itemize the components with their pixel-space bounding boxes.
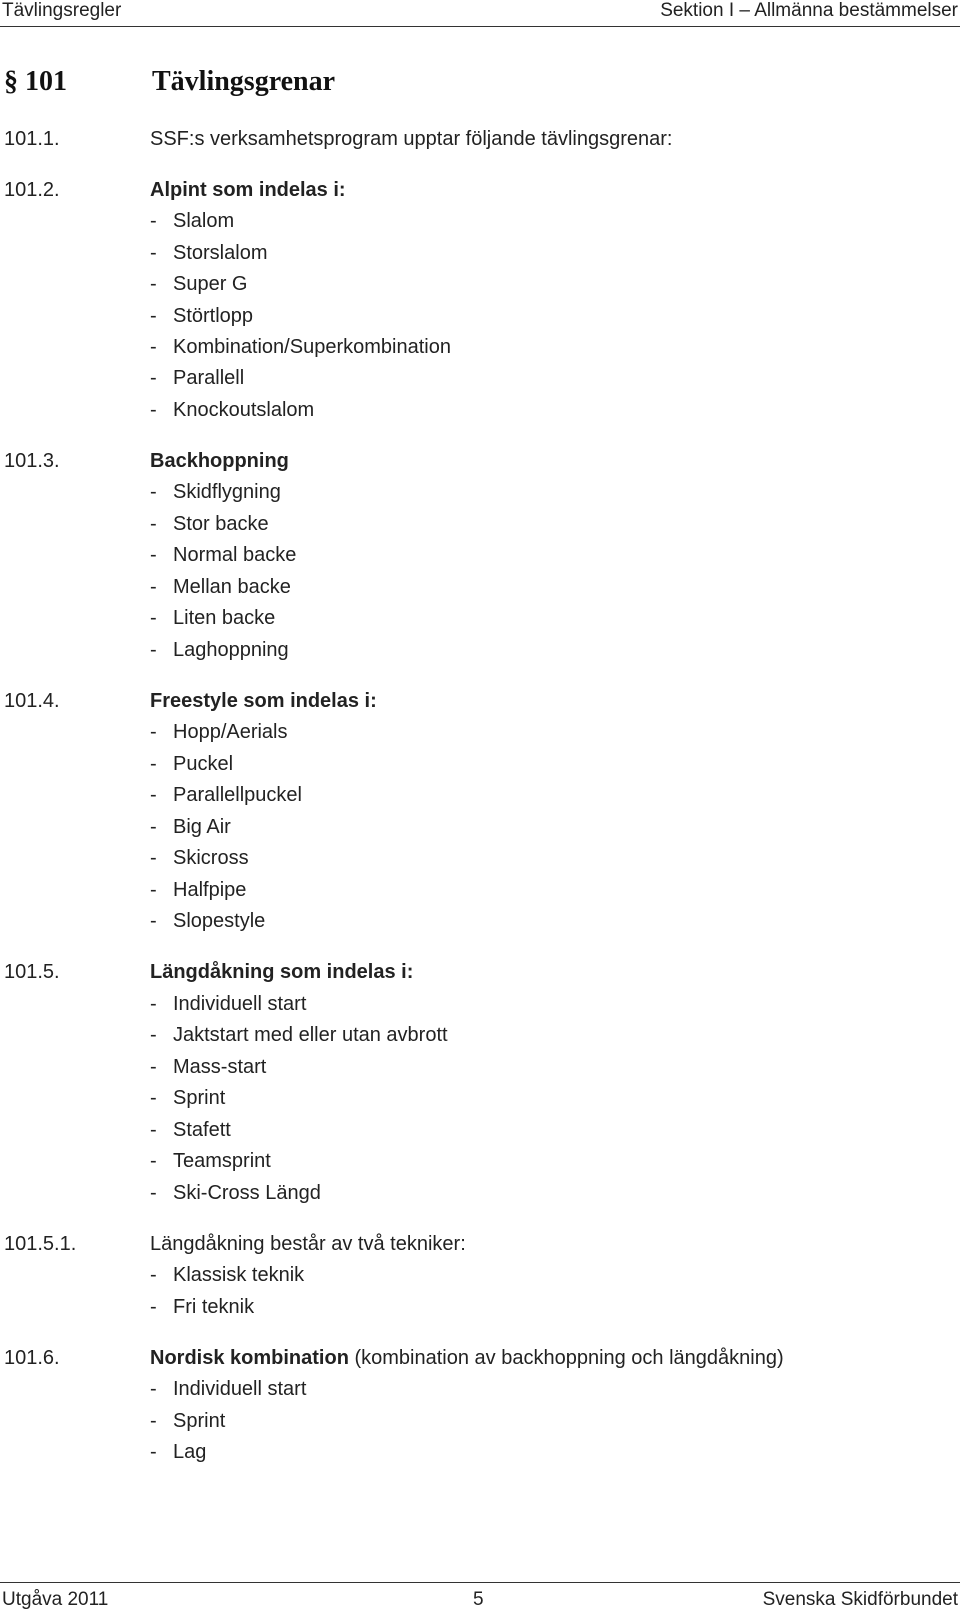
list-item	[150, 635, 289, 665]
section-symbol-number: § 101	[4, 66, 67, 97]
list-item	[150, 843, 249, 873]
list-item	[150, 906, 265, 936]
list-item-text: Parallellpuckel	[173, 784, 302, 806]
section-heading: SSF:s verksamhetsprogram upptar följande tävlingsgrenar:	[150, 128, 673, 150]
list-item-text: Kombination/Superkombination	[173, 336, 451, 358]
section-heading: Backhoppning	[150, 450, 289, 472]
list-item-text: Slopestyle	[173, 910, 266, 932]
list-item-text: Mass-start	[173, 1056, 267, 1078]
list-item	[150, 1146, 271, 1176]
list-item	[150, 717, 288, 747]
list-item	[150, 1406, 225, 1436]
header-left: Tävlingsregler	[2, 0, 122, 21]
list-dash: -	[150, 784, 157, 806]
section-heading-suffix: (kombination av backhoppning och längdåkning)	[348, 1347, 784, 1369]
list-dash: -	[150, 847, 157, 869]
list-item	[150, 572, 291, 602]
list-dash: -	[150, 1441, 157, 1463]
list-item-text: Individuell start	[173, 993, 307, 1015]
list-dash: -	[150, 210, 157, 232]
list-item	[150, 1374, 306, 1404]
list-item-text: Störtlopp	[173, 305, 254, 327]
list-item-text: Lag	[173, 1441, 207, 1463]
list-item	[150, 540, 296, 570]
list-item-text: Slalom	[173, 210, 235, 232]
section-heading: Alpint som indelas i:	[150, 179, 346, 201]
section-number: 101.6.	[4, 1347, 60, 1369]
section-number: 101.5.	[4, 961, 60, 983]
list-item	[150, 269, 247, 299]
list-dash: -	[150, 1410, 157, 1432]
list-dash: -	[150, 1264, 157, 1286]
list-item-text: Hopp/Aerials	[173, 721, 288, 743]
list-item	[150, 1020, 448, 1050]
list-dash: -	[150, 607, 157, 629]
list-item-text: Sprint	[173, 1087, 226, 1109]
list-dash: -	[150, 305, 157, 327]
list-item-text: Jaktstart med eller utan avbrott	[173, 1024, 448, 1046]
list-dash: -	[150, 816, 157, 838]
section-number: 101.5.1.	[4, 1233, 77, 1255]
list-item	[150, 603, 275, 633]
list-item	[150, 989, 306, 1019]
section-number: 101.3.	[4, 450, 60, 472]
list-dash: -	[150, 1182, 157, 1204]
list-dash: -	[150, 879, 157, 901]
list-item	[150, 1260, 304, 1290]
list-dash: -	[150, 1150, 157, 1172]
list-dash: -	[150, 273, 157, 295]
list-item-text: Stor backe	[173, 513, 269, 535]
list-item	[150, 1115, 231, 1145]
list-item-text: Mellan backe	[173, 576, 291, 598]
section-101-2	[0, 175, 960, 205]
list-dash: -	[150, 513, 157, 535]
list-item	[150, 1052, 266, 1082]
list-item-text: Laghoppning	[173, 639, 289, 661]
list-item-text: Skicross	[173, 847, 249, 869]
list-dash: -	[150, 399, 157, 421]
section-number: 101.1.	[4, 128, 60, 150]
list-item-text: Teamsprint	[173, 1150, 271, 1172]
list-item	[150, 238, 267, 268]
list-item-text: Puckel	[173, 753, 234, 775]
list-item-text: Stafett	[173, 1119, 231, 1141]
list-dash: -	[150, 336, 157, 358]
list-dash: -	[150, 1056, 157, 1078]
page-header	[0, 0, 960, 27]
list-item	[150, 812, 231, 842]
list-item-text: Liten backe	[173, 607, 276, 629]
list-item	[150, 332, 451, 362]
list-item-text: Big Air	[173, 816, 231, 838]
list-item	[150, 1178, 321, 1208]
list-dash: -	[150, 993, 157, 1015]
list-item	[150, 477, 281, 507]
section-101-6	[0, 1343, 960, 1373]
section-number: 101.2.	[4, 179, 60, 201]
section-number: 101.4.	[4, 690, 60, 712]
section-101-3	[0, 446, 960, 476]
list-dash: -	[150, 1378, 157, 1400]
list-item-text: Parallell	[173, 367, 245, 389]
list-item	[150, 780, 302, 810]
section-101-4	[0, 686, 960, 716]
list-item-text: Halfpipe	[173, 879, 247, 901]
section-heading: Freestyle som indelas i:	[150, 690, 377, 712]
list-dash: -	[150, 481, 157, 503]
section-heading-row	[150, 1343, 784, 1373]
list-item	[150, 395, 314, 425]
list-dash: -	[150, 910, 157, 932]
list-item-text: Sprint	[173, 1410, 226, 1432]
list-item	[150, 749, 233, 779]
list-item-text: Normal backe	[173, 544, 297, 566]
list-item	[150, 206, 234, 236]
list-item	[150, 301, 253, 331]
page-number: 5	[473, 1589, 484, 1610]
list-item-text: Knockoutslalom	[173, 399, 315, 421]
list-dash: -	[150, 1087, 157, 1109]
list-item	[150, 509, 269, 539]
list-dash: -	[150, 367, 157, 389]
list-item-text: Ski-Cross Längd	[173, 1182, 321, 1204]
section-heading: Längdåkning som indelas i:	[150, 961, 414, 983]
header-right: Sektion I – Allmänna bestämmelser	[660, 0, 958, 21]
list-dash: -	[150, 1296, 157, 1318]
section-101-5-1	[0, 1229, 960, 1259]
section-101-5	[0, 957, 960, 987]
list-dash: -	[150, 639, 157, 661]
section-101-1	[0, 124, 960, 154]
list-item	[150, 1437, 206, 1467]
list-dash: -	[150, 1119, 157, 1141]
list-item	[150, 875, 246, 905]
list-item	[150, 1292, 254, 1322]
list-dash: -	[150, 721, 157, 743]
page-title-text: Tävlingsgrenar	[152, 66, 336, 97]
list-item	[150, 363, 244, 393]
page-footer	[0, 1582, 960, 1618]
list-dash: -	[150, 1024, 157, 1046]
list-item-text: Fri teknik	[173, 1296, 255, 1318]
section-heading: Längdåkning består av två tekniker:	[150, 1233, 466, 1255]
list-dash: -	[150, 753, 157, 775]
footer-organization: Svenska Skidförbundet	[762, 1589, 958, 1610]
list-item-text: Klassisk teknik	[173, 1264, 305, 1286]
list-item	[150, 1083, 225, 1113]
footer-edition: Utgåva 2011	[2, 1589, 109, 1610]
section-heading: Nordisk kombination	[150, 1347, 349, 1369]
list-dash: -	[150, 242, 157, 264]
list-item-text: Individuell start	[173, 1378, 307, 1400]
list-item-text: Storslalom	[173, 242, 268, 264]
list-item-text: Super G	[173, 273, 248, 295]
list-dash: -	[150, 576, 157, 598]
list-dash: -	[150, 544, 157, 566]
list-item-text: Skidflygning	[173, 481, 281, 503]
